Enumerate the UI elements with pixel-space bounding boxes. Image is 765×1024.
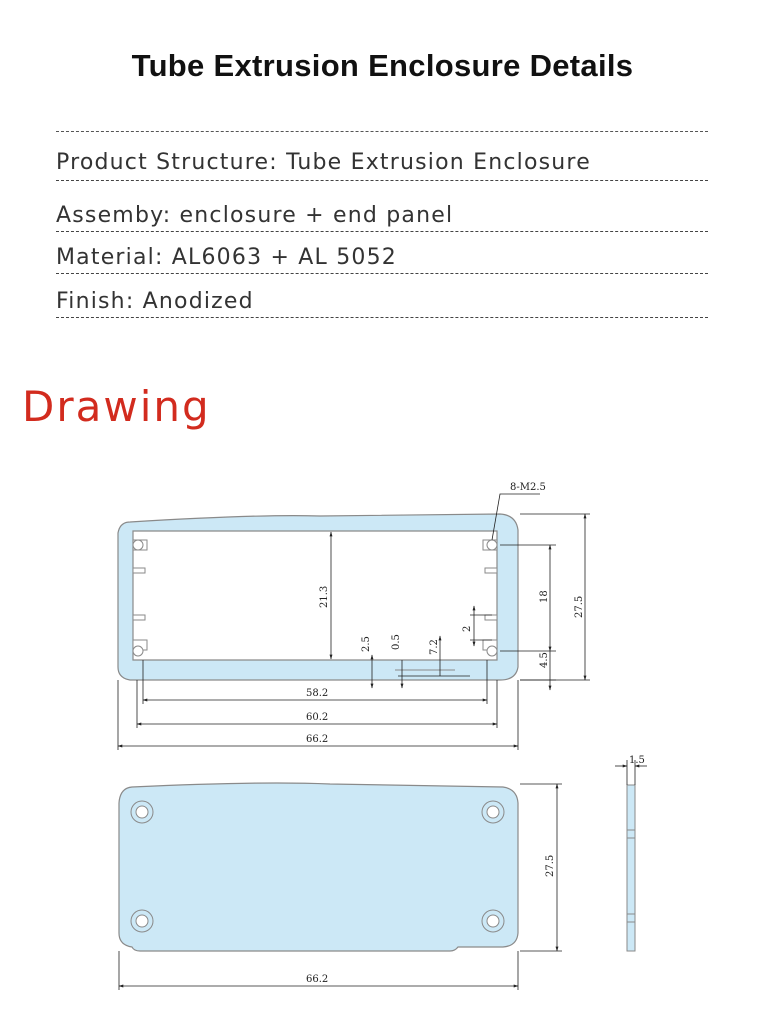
panel-hole [136,915,148,927]
screw-hole [133,646,143,656]
dim-label-panel-width: 66.2 [306,974,329,985]
hole-note: 8-M2.5 [510,482,546,493]
dim-label-thickness: 1.5 [629,755,645,766]
dim-label-rib: 7.2 [429,639,440,655]
screw-hole [487,646,497,656]
page-title: Tube Extrusion Enclosure Details [131,48,634,83]
dim-label-rail: 0.5 [391,634,402,650]
cross-section-dimensions [118,494,590,750]
drawing-section-title: Drawing [22,382,211,431]
left-slot [133,615,145,620]
dim-label-mid-width: 60.2 [306,712,329,723]
cross-section-profile [118,514,518,680]
spec-value: enclosure + end panel [179,203,454,228]
spec-value: Anodized [142,289,254,314]
end-panel-body [119,783,518,951]
dim-label-inner-height: 21.3 [319,585,330,608]
dim-label-panel-height: 27.5 [545,854,556,877]
panel-hole [487,806,499,818]
spec-label: Product Structure: [56,150,287,175]
side-view [627,785,635,951]
side-view-dimension-labels [629,755,645,766]
dim-label-slot-gap: 2 [462,625,473,632]
screw-hole [487,540,497,550]
spec-value: Tube Extrusion Enclosure [286,150,591,175]
spec-label: Material: [56,245,172,270]
spec-value: AL6063 + AL 5052 [171,245,397,270]
spec-label: Finish: [56,289,143,314]
panel-hole [136,806,148,818]
screw-hole [133,540,143,550]
dim-label-bottom-offset: 4.5 [539,652,550,668]
spec-label: Assemby: [56,203,180,228]
panel-hole [487,915,499,927]
left-slot [133,568,145,573]
dim-label-inner-width: 58.2 [306,688,329,699]
profile-body [118,514,518,680]
dim-label-right-height: 18 [539,590,550,603]
right-slot [485,615,497,620]
dim-label-outer-height: 27.5 [574,595,585,618]
dim-label-outer-width: 66.2 [306,734,329,745]
end-panel [119,783,518,951]
right-slot [485,568,497,573]
dim-label-wall: 2.5 [361,636,372,652]
side-view-body [627,785,635,951]
